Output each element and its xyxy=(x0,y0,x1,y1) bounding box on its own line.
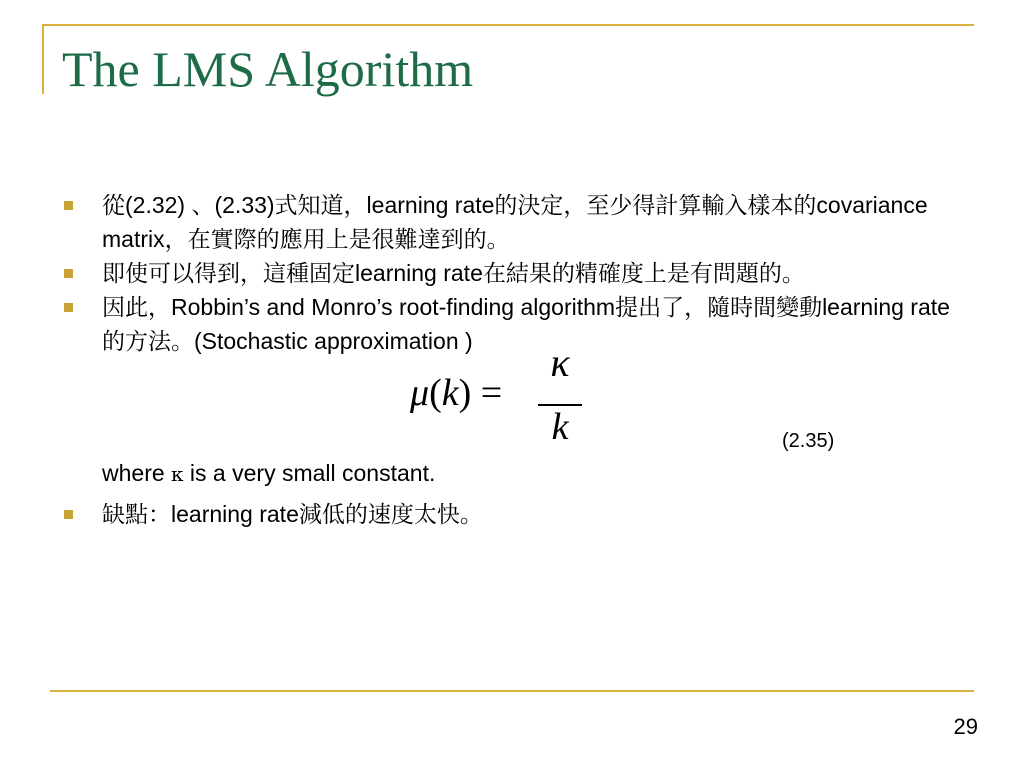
where-note-prefix: where xyxy=(102,460,172,486)
bullet-text: 從(2.32) 、(2.33)式知道，learning rate的決定，至少得計算輸入樣本的covariance matrix，在實際的應用上是很難達到的。 xyxy=(102,192,928,252)
square-bullet-icon xyxy=(64,510,73,519)
top-rule xyxy=(42,24,974,26)
bullet-text: 缺點：learning rate減低的速度太快。 xyxy=(102,501,483,527)
equation-2-35 xyxy=(410,340,630,456)
equation-open-paren: ( xyxy=(429,372,442,414)
left-rule xyxy=(42,24,44,94)
bottom-rule xyxy=(50,690,974,692)
bullet-item xyxy=(62,290,962,358)
equation-k-variable: k xyxy=(441,372,459,414)
where-note-suffix: is a very small constant. xyxy=(183,460,436,486)
square-bullet-icon xyxy=(64,201,73,210)
bullet-item xyxy=(62,256,962,290)
bullet-item xyxy=(62,188,962,256)
bullet-text: 即使可以得到，這種固定learning rate在結果的精確度上是有問題的。 xyxy=(102,260,805,286)
where-note xyxy=(62,456,962,491)
equation-lhs xyxy=(410,372,503,414)
equation-numerator: κ xyxy=(550,340,570,385)
equation-block xyxy=(102,340,962,456)
equation-equals-sign: = xyxy=(480,372,503,414)
square-bullet-icon xyxy=(64,303,73,312)
square-bullet-icon xyxy=(64,269,73,278)
equation-fraction xyxy=(538,340,582,456)
equation-close-paren: ) xyxy=(458,372,472,414)
page-number: 29 xyxy=(953,714,978,739)
bullet-list xyxy=(62,188,962,531)
slide-title: The LMS Algorithm xyxy=(62,41,474,97)
kappa-symbol: κ xyxy=(171,462,184,486)
equation-number: (2.35) xyxy=(782,430,835,452)
equation-denominator: k xyxy=(551,406,569,448)
bullet-text: 因此，Robbin’s and Monro’s root-finding algorithm提出了，隨時間變動learning rate的方法。(Stochastic approximation ) xyxy=(102,294,950,354)
equation-mu-symbol: μ xyxy=(410,372,430,414)
bullet-item xyxy=(62,497,962,531)
